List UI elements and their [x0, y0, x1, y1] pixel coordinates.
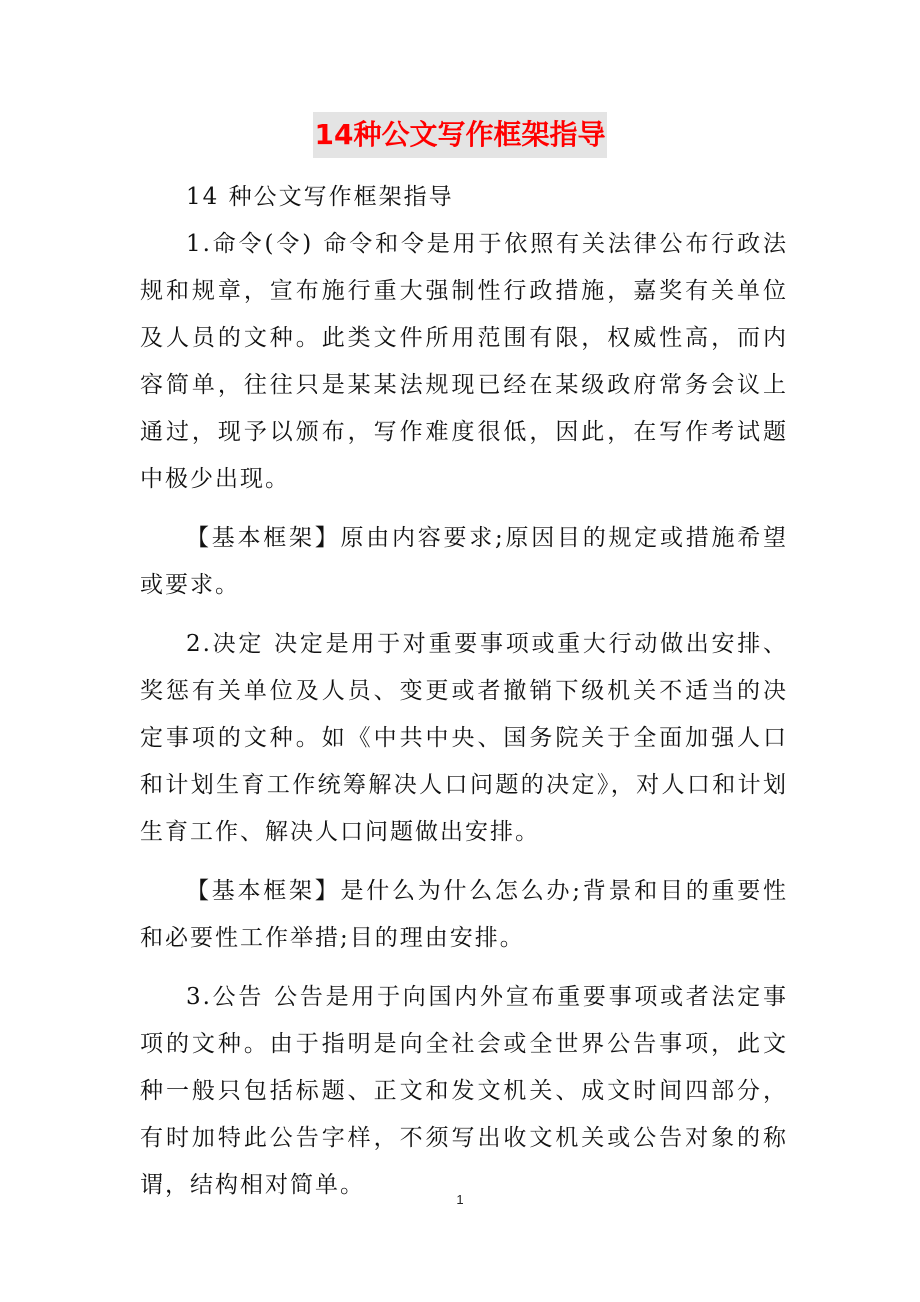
- paragraph-decision-framework: 【基本框架】是什么为什么怎么办;背景和目的重要性和必要性工作举措;目的理由安排。: [140, 878, 788, 951]
- paragraph-announcement: 3.公告 公告是用于向国内外宣布重要事项或者法定事项的文种。由于指明是向全社会或全世界公告事项，此文种一般只包括标题、正文和发文机关、成文时间四部分，有时加特此公告字样，不须写出收文机关或公告对象的称谓，结构相对简单。: [140, 984, 788, 1198]
- paragraph-decision: 2.决定 决定是用于对重要事项或重大行动做出安排、奖惩有关单位及人员、变更或者撤销下级机关不适当的决定事项的文种。如《中共中央、国务院关于全面加强人口和计划生育工作统筹解决人口问题的决定》，对人口和计划生育工作、解决人口问题做出安排。: [140, 631, 788, 845]
- document-body: [140, 174, 788, 1221]
- paragraph-command: 1.命令(令) 命令和令是用于依照有关法律公布行政法规和规章，宣布施行重大强制性行政措施，嘉奖有关单位及人员的文种。此类文件所用范围有限，权威性高，而内容简单，往往只是某某法规现已经在某级政府常务会议上通过，现予以颁布，写作难度很低，因此，在写作考试题中极少出现。: [140, 231, 788, 492]
- subtitle-paragraph: 14 种公文写作框架指导: [186, 184, 454, 210]
- title-container: [0, 112, 920, 158]
- paragraph-command-framework: 【基本框架】原由内容要求;原因目的规定或措施希望或要求。: [140, 525, 788, 598]
- page-number: 1: [456, 1192, 464, 1207]
- document-title: 14种公文写作框架指导: [313, 112, 608, 158]
